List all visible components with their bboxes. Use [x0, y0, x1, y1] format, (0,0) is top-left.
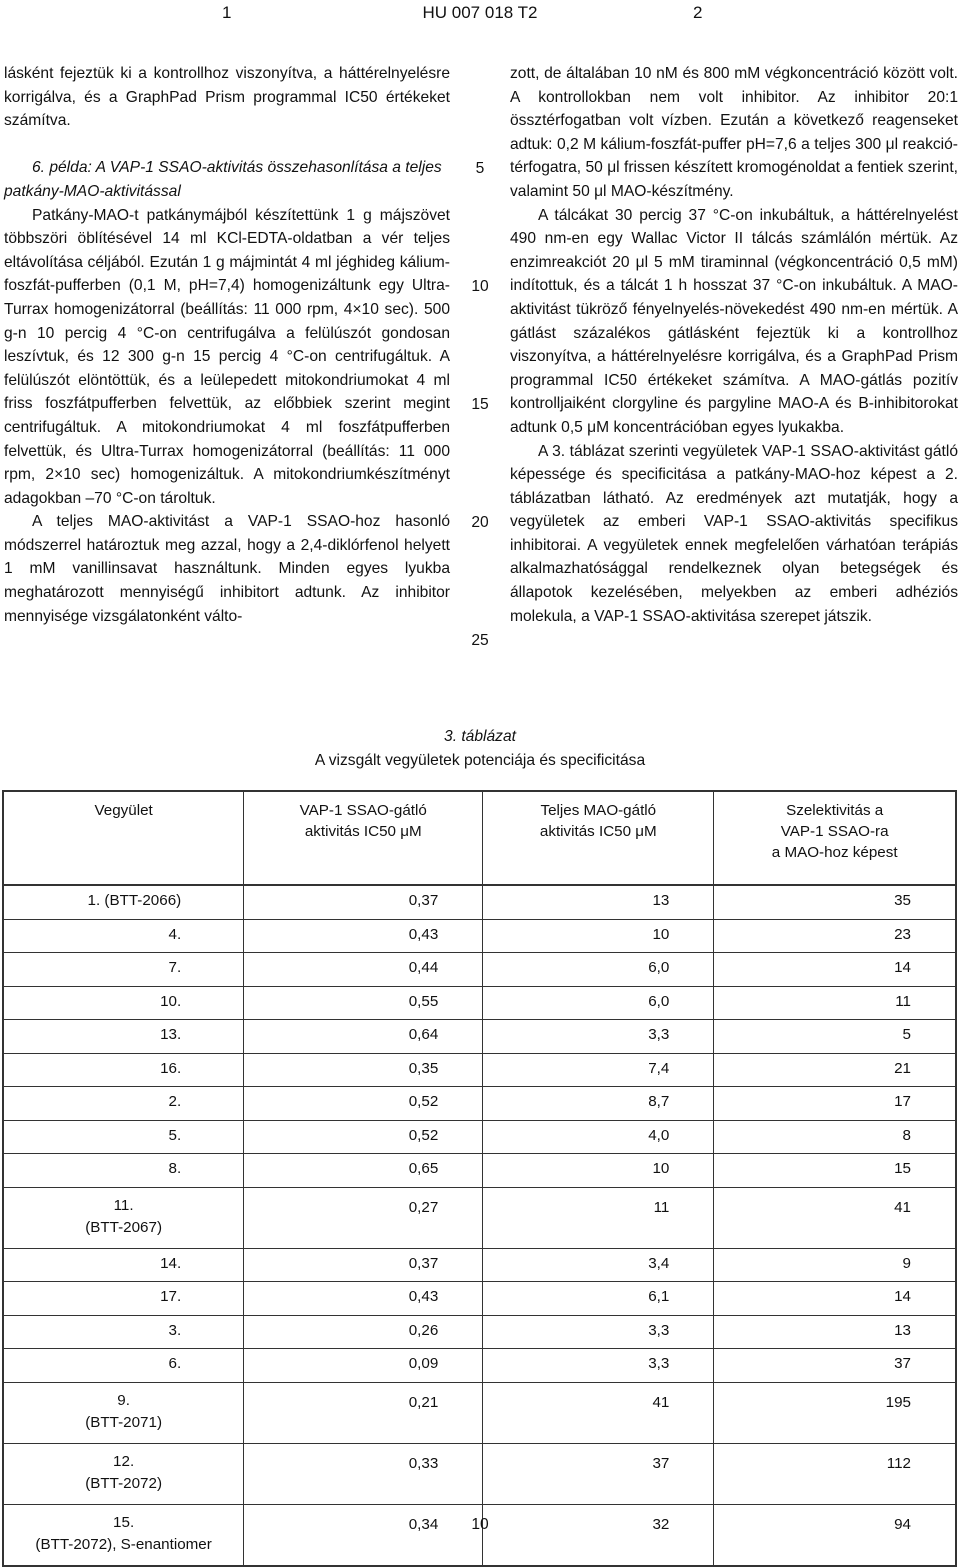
compound-cell: 1. (BTT-2066): [3, 885, 244, 919]
ssao-ic50-cell: 0,09: [244, 1349, 483, 1383]
mao-ic50-cell: 41: [483, 1382, 714, 1443]
selectivity-cell: 8: [714, 1120, 956, 1154]
ssao-ic50-cell: 0,37: [244, 1248, 483, 1282]
table-row: [3, 919, 956, 953]
mao-ic50-cell: 32: [483, 1504, 714, 1566]
selectivity-cell: 195: [714, 1382, 956, 1443]
selectivity-cell: 15: [714, 1154, 956, 1188]
line-number: 10: [471, 278, 489, 295]
table-row: [3, 1504, 956, 1566]
compound-cell: 3.: [3, 1315, 244, 1349]
table-row: [3, 1053, 956, 1087]
mao-ic50-cell: 3,3: [483, 1315, 714, 1349]
selectivity-cell: 17: [714, 1087, 956, 1121]
selectivity-cell: 5: [714, 1020, 956, 1054]
selectivity-cell: 112: [714, 1443, 956, 1504]
header-mao-ic50: Teljes MAO-gátló aktivitás IC50 μM: [483, 791, 714, 885]
selectivity-cell: 41: [714, 1187, 956, 1248]
selectivity-cell: 14: [714, 1282, 956, 1316]
table-row: [3, 1443, 956, 1504]
mao-ic50-cell: 6,0: [483, 953, 714, 987]
compound-cell: 5.: [3, 1120, 244, 1154]
selectivity-cell: 94: [714, 1504, 956, 1566]
compound-cell: 6.: [3, 1349, 244, 1383]
mao-ic50-cell: 6,0: [483, 986, 714, 1020]
compound-cell: 15. (BTT-2072), S-enantiomer: [3, 1504, 244, 1566]
selectivity-cell: 9: [714, 1248, 956, 1282]
compound-cell: 13.: [3, 1020, 244, 1054]
selectivity-cell: 11: [714, 986, 956, 1020]
selectivity-cell: 13: [714, 1315, 956, 1349]
ssao-ic50-cell: 0,55: [244, 986, 483, 1020]
ssao-ic50-cell: 0,64: [244, 1020, 483, 1054]
left-paragraph-3: A teljes MAO-aktivitást a VAP-1 SSAO-hoz hasonló módszerrel határoztuk meg azzal, hogy a 2,4-diklórfenol helyett 1 mM vanillinsavat használtunk. Minden egyes lyukba meghatározott mennyiségű inhibitort adtunk. Az inhibitor mennyisége vizsgálatonként válto-: [4, 513, 450, 625]
mao-ic50-cell: 8,7: [483, 1087, 714, 1121]
compound-cell: 11. (BTT-2067): [3, 1187, 244, 1248]
table-body: [3, 885, 956, 1566]
left-paragraph-1: lásként fejeztük ki a kontrollhoz viszonyítva, a háttérelnyelésre korrigálva, és a GraphPad Prism programmal IC50 értékeket számítva.: [4, 65, 450, 130]
ssao-ic50-cell: 0,52: [244, 1087, 483, 1121]
line-number: 15: [471, 396, 489, 413]
compound-cell: 17.: [3, 1282, 244, 1316]
ssao-ic50-cell: 0,52: [244, 1120, 483, 1154]
compound-cell: 4.: [3, 919, 244, 953]
table-row: [3, 1020, 956, 1054]
right-paragraph-2: A tálcákat 30 percig 37 °C-on inkubáltuk, a háttérelnyelést 490 nm-en egy Wallac Victor II tálcás számlálón mértük. Az enzimreakciót 20 μl 5 mM tiraminnal (végkoncentráció 0,5 mM) indítottuk, és a tálcát 1 h hosszat 37 °C-on inkubáltuk. A MAO-aktivitást tükröző fényelnyelés-növekedést 490 nm-en mértük. A gátlást százalékos gátlásként fejeztük ki a kontrollhoz viszonyítva, a háttérelnyelésre korrigálva, és a GraphPad Prism programmal IC50 értékeket számítva. A MAO-gátlás pozitív kontrolljaiként clorgyline és pargyline MAO-A és B-inhibitorokat adtunk 0,5 μM koncentrációban egyes lyukakba.: [510, 206, 958, 436]
line-number: 25: [471, 632, 489, 649]
table-row: [3, 885, 956, 919]
table-row: [3, 1382, 956, 1443]
table-row: [3, 1349, 956, 1383]
patent-number: HU 007 018 T2: [422, 3, 538, 22]
mao-ic50-cell: 3,4: [483, 1248, 714, 1282]
table-row: [3, 1120, 956, 1154]
table-title: A vizsgált vegyületek potenciája és specificitása: [314, 752, 646, 769]
mao-ic50-cell: 3,3: [483, 1349, 714, 1383]
mao-ic50-cell: 10: [483, 919, 714, 953]
compound-cell: 9. (BTT-2071): [3, 1382, 244, 1443]
ssao-ic50-cell: 0,43: [244, 919, 483, 953]
header-right-page-number: 2: [693, 3, 703, 22]
header-selectivity: Szelektivitás a VAP-1 SSAO-ra a MAO-hoz képest: [714, 791, 956, 885]
table-row: [3, 1248, 956, 1282]
ssao-ic50-cell: 0,43: [244, 1282, 483, 1316]
ssao-ic50-cell: 0,33: [244, 1443, 483, 1504]
selectivity-cell: 14: [714, 953, 956, 987]
page-number: 10: [471, 1516, 489, 1533]
table-row: [3, 1087, 956, 1121]
table-row: [3, 953, 956, 987]
mao-ic50-cell: 10: [483, 1154, 714, 1188]
ssao-ic50-cell: 0,65: [244, 1154, 483, 1188]
selectivity-cell: 23: [714, 919, 956, 953]
compound-cell: 14.: [3, 1248, 244, 1282]
right-paragraph-3: A 3. táblázat szerinti vegyületek VAP-1 SSAO-aktivitást gátló képessége és specificitása a patkány-MAO-hoz képest a 2. táblázatban látható. Az eredmények azt mutatják, hogy a vegyületek az emberi VAP-1 SSAO-aktivitás specifikus inhibitorai. A vegyületek ennek megfelelően várhatóan terápiás alkalmazhatósággal rendelkeznek olyan betegségek és állapotok kezelésében, melyekben az emberi adhéziós molekula, a VAP-1 SSAO-aktivitása szerepet játszik.: [510, 442, 958, 625]
right-paragraph-1: zott, de általában 10 nM és 800 mM végkoncentráció között volt. A kontrollokban nem volt inhibitor. Az inhibitor 20:1 össztérfogatban volt vízben. Ezután a következő reagenseket adtuk: 0,2 M kálium-foszfát-puffer pH=7,6 a teljes 300 μl reakció-térfogatra, 50 μl frissen készített kromogénoldat a fentiek szerint, valamint 50 μl MAO-készítmény.: [510, 65, 958, 200]
compound-cell: 10.: [3, 986, 244, 1020]
mao-ic50-cell: 37: [483, 1443, 714, 1504]
ssao-ic50-cell: 0,37: [244, 885, 483, 919]
compound-table: [2, 790, 957, 1567]
selectivity-cell: 35: [714, 885, 956, 919]
mao-ic50-cell: 11: [483, 1187, 714, 1248]
compound-cell: 12. (BTT-2072): [3, 1443, 244, 1504]
ssao-ic50-cell: 0,27: [244, 1187, 483, 1248]
compound-cell: 8.: [3, 1154, 244, 1188]
header-compound: Vegyület: [3, 791, 244, 885]
header-ssao-ic50: VAP-1 SSAO-gátló aktivitás IC50 μM: [244, 791, 483, 885]
compound-cell: 16.: [3, 1053, 244, 1087]
example-heading: 6. példa: A VAP-1 SSAO-aktivitás összehasonlítása a teljes patkány-MAO-aktivitással: [4, 159, 442, 200]
selectivity-cell: 21: [714, 1053, 956, 1087]
right-text-column: [510, 62, 958, 628]
table-number: 3. táblázat: [444, 728, 516, 745]
mao-ic50-cell: 3,3: [483, 1020, 714, 1054]
mao-ic50-cell: 13: [483, 885, 714, 919]
left-paragraph-2: Patkány-MAO-t patkánymájból készítettünk 1 g májszövet többszöri öblítésével 14 ml KCl-EDTA-oldatban a vér teljes eltávolítása céljából. Ezután 1 g májmintát 4 ml jéghideg kálium-foszfát-pufferben (0,1 M, pH=7,4) homogenizáltunk egy Ultra-Turrax homogenizátorral (beállítás: 11 000 rpm, 4×10 sec). 500 g-n 10 percig 4 °C-on centrifugálva a felülúszót gondosan leszívtuk, és 12 300 g-n 15 percig 4 °C-on centrifugáltuk. A felülúszót elöntöttük, és a leülepedett mitokondriumokat 4 ml friss foszfátpufferben felvettük, az előbbiek szerint megint centrifugáltuk. A mitokondriumokat 4 ml foszfátpufferben felvettük, és Ultra-Turrax homogenizátorral (beállítás: 11 000 rpm, 2×10 sec) homogenizáltuk. A mitokondriumkészítményt adagokban –70 °C-on tároltuk.: [4, 206, 450, 507]
compound-cell: 2.: [3, 1087, 244, 1121]
ssao-ic50-cell: 0,44: [244, 953, 483, 987]
mao-ic50-cell: 7,4: [483, 1053, 714, 1087]
selectivity-cell: 37: [714, 1349, 956, 1383]
mao-ic50-cell: 6,1: [483, 1282, 714, 1316]
table-row: [3, 1187, 956, 1248]
ssao-ic50-cell: 0,34: [244, 1504, 483, 1566]
ssao-ic50-cell: 0,26: [244, 1315, 483, 1349]
table-header-row: [3, 791, 956, 885]
ssao-ic50-cell: 0,21: [244, 1382, 483, 1443]
table-row: [3, 1154, 956, 1188]
table-row: [3, 1282, 956, 1316]
table-row: [3, 1315, 956, 1349]
line-number: 20: [471, 514, 489, 531]
line-number: 5: [475, 160, 485, 177]
table-row: [3, 986, 956, 1020]
header-left-page-number: 1: [222, 3, 232, 22]
left-text-column: [4, 62, 450, 628]
ssao-ic50-cell: 0,35: [244, 1053, 483, 1087]
mao-ic50-cell: 4,0: [483, 1120, 714, 1154]
compound-cell: 7.: [3, 953, 244, 987]
